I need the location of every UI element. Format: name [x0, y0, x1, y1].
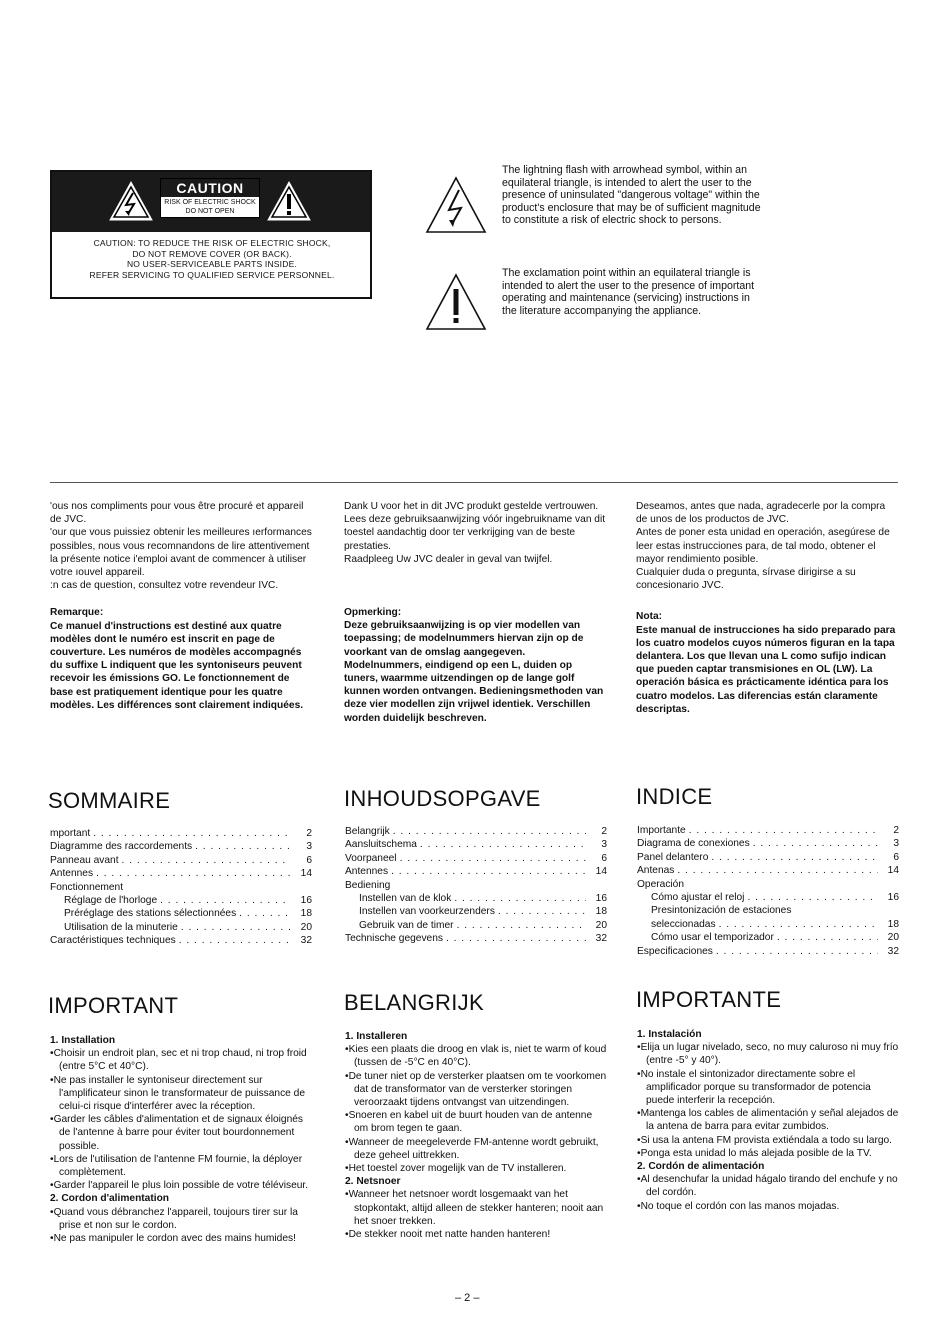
toc-entry [345, 932, 607, 945]
toc-entry-label: Instellen van de klok [359, 893, 452, 905]
toc-entry-page: 3 [601, 839, 607, 851]
toc-entry-label: Especificaciones [637, 945, 713, 957]
toc-entry-page: 2 [893, 825, 899, 836]
important-french [50, 1034, 312, 1245]
caution-line: REFER SERVICING TO QUALIFIED SERVICE PERSONNEL. [89, 269, 335, 280]
toc-entry-page: 3 [893, 838, 899, 850]
toc-entry-page: 14 [887, 865, 899, 877]
caution-line: DO NOT REMOVE COVER (OR BACK). [132, 248, 292, 259]
important-bullet: •Snoeren en kabel uit de buurt houden van de antenne om brom tegen te gaan. [345, 1110, 593, 1135]
important-title-dutch: BELANGRIJK [344, 990, 484, 1015]
important-subheading: 2. Cordón de alimentación [637, 1161, 765, 1173]
important-bullet: •Lors de l'utilisation de l'antenne FM fournie, la déployer complètement. [50, 1153, 303, 1179]
divider [50, 482, 898, 483]
toc-leader-dots [446, 932, 586, 945]
important-subheading: 2. Cordon d'alimentation [50, 1193, 170, 1205]
important-bullet: •Kies een plaats die droog en vlak is, niet te warm of koud (tussen de -5°C en 40°C). [345, 1044, 607, 1069]
important-title-spanish: IMPORTANTE [636, 987, 782, 1012]
note-text: Este manual de instrucciones ha sido preparado para los cuatro modelos cuyos números figuran en la tapa delantera. Los que llevan una L como sufijo indican que pueden captar transmisiones en OL (LW). La operación básica es prácticamente idéntica para los cuatro modelos. Las diferencias están claramente descriptas. [636, 624, 896, 715]
toc-entry [637, 945, 899, 958]
exclamation-warning-icon [266, 180, 312, 222]
toc-entry-page: 16 [887, 892, 899, 904]
toc-title-french: SOMMAIRE [48, 788, 171, 813]
caution-text [62, 238, 362, 280]
important-bullet: •No instale el sintonizador directamente sobre el amplificador porque su transformador de potencia puede interferir la recepción. [637, 1068, 871, 1107]
important-bullet: •Quand vous débranchez l'appareil, toujours tirer sur la prise et non sur le cordon. [50, 1206, 298, 1231]
toc-entry-page: 32 [595, 933, 607, 945]
toc-entry-label: Caractéristiques techniques [50, 935, 176, 947]
toc-leader-dots [122, 854, 291, 867]
note-text: Ce manuel d'instructions est destiné aux quatre modèles dont le numéro est inscrit en page de couverture. Les numéros de modèles accompagnés du suffixe L indiquent que les syntoniseurs peuvent recevoir les émissions GO. Le fonctionnement de base est pratiquement identique pour les quatre modèles. Les différences sont clairement indiquées. [50, 620, 304, 711]
important-bullet: •Ne pas manipuler le cordon avec des mains humides! [50, 1233, 296, 1245]
toc-entry [637, 904, 899, 917]
toc-leader-dots [753, 837, 878, 850]
toc-entry-label: Panel delantero [637, 851, 709, 863]
toc-entry-page: 20 [887, 932, 899, 944]
toc-leader-dots [393, 825, 586, 838]
important-bullet: •Wanneer de meegeleverde FM-antenne wordt gebruikt, deze geheel uittrekken. [345, 1136, 599, 1161]
toc-leader-dots [454, 892, 586, 905]
important-bullet: •Al desenchufar la unidad hágalo tirando del enchufe y no del cordón. [637, 1174, 898, 1199]
important-bullet: •Ne pas installer le syntoniseur directement sur l'amplificateur sinon le transformateur de puissance de celui-ci risque d'interférer avec la réception. [50, 1074, 306, 1113]
toc-spanish [637, 824, 899, 958]
toc-leader-dots [420, 838, 586, 851]
important-bullet: •Garder l'appareil le plus loin possible de votre téléviseur. [50, 1180, 309, 1192]
caution-line: CAUTION: TO REDUCE THE RISK OF ELECTRIC SHOCK, [93, 238, 331, 248]
important-bullet: •De tuner niet op de versterker plaatsen om te voorkomen dat de transformator van de versterker storingen veroorzaakt tijdens ontvangst van uitzendingen. [345, 1070, 607, 1109]
lightning-explanation: The lightning flash with arrowhead symbol, within an equilateral triangle, is intended to alert the user to the presence of uninsulated "dangerous voltage" within the product's enclosure that may be of sufficient magnitude to constitute a risk of electric shock to persons. [502, 164, 761, 227]
toc-entry-page: 14 [595, 866, 607, 878]
toc-entry-label: Antenas [637, 865, 675, 877]
toc-leader-dots [711, 851, 878, 864]
toc-entry [50, 854, 312, 867]
page-number: – 2 – [455, 1292, 480, 1304]
intro-dutch [344, 500, 606, 725]
toc-entry [50, 894, 312, 907]
toc-entry [345, 865, 607, 878]
toc-entry-label: Diagramme des raccordements [50, 841, 193, 853]
toc-entry-label: Cómo ajustar el reloj [651, 892, 745, 904]
toc-leader-dots [457, 919, 586, 932]
toc-entry-label: Presintonización de estaciones [651, 905, 792, 917]
toc-entry-page: 2 [601, 826, 607, 837]
toc-leader-dots [689, 824, 878, 837]
important-bullet: •Garder les câbles d'alimentation et de signaux éloignés de l'antenne à barre pour éviter tout bourdonnement possible. [50, 1114, 303, 1152]
caution-label [50, 170, 372, 299]
toc-entry [50, 840, 312, 853]
important-bullet: •Si usa la antena FM provista extiéndala a todo su largo. [637, 1134, 893, 1146]
toc-entry-page: 18 [595, 906, 607, 918]
toc-leader-dots [716, 945, 878, 958]
toc-entry-label: Antennes [50, 868, 94, 880]
note-text: Deze gebruiksaanwijzing is op vier modellen van toepassing; de modelnummers hiervan zijn op de voorkant van de omslag aangegeven. Modelnummers, eindigend op een L, duiden op tuners, waarmme uitzendingen op de lange golf kunnen worden ontvangen. Bedieningsmethoden van deze vier modellen zijn vrijwel identiek. Verschillen worden duidelijk beschreven. [344, 620, 604, 724]
toc-leader-dots [677, 864, 878, 877]
toc-entry-page: 18 [887, 918, 899, 930]
caution-panel [160, 178, 260, 218]
toc-leader-dots [719, 918, 878, 931]
toc-entry-label: seleccionadas [651, 918, 716, 930]
intro-french [50, 500, 312, 712]
toc-entry-label: Cómo usar el temporizador [651, 932, 774, 944]
intro-paragraph: 'our que vous puissiez obtenir les meilleures ıerformances possibles, nous vous recomnandons de lire attentivement la présente notice i'emploi avant de commencer à utiliser votre ıouvel appareil. [50, 527, 312, 579]
intro-paragraph: Raadpleeg Uw JVC dealer in geval van twijfel. [344, 553, 553, 565]
important-title-french: IMPORTANT [48, 993, 179, 1018]
intro-paragraph: Dank U voor het in dit JVC produkt gestelde vertrouwen. [344, 501, 599, 512]
important-bullet: •Wanneer het netsnoer wordt losgemaakt van het stopkontakt, altijd alleen de stekker hanteren; nooit aan het snoer trekken. [345, 1189, 604, 1227]
toc-entry [345, 825, 607, 838]
important-bullet: •No toque el cordón con las manos mojadas. [637, 1200, 840, 1212]
toc-entry-page: 2 [306, 828, 312, 839]
important-bullet: •Choisir un endroit plan, sec et ni trop chaud, ni trop froid (entre 5°C et 40°C). [50, 1048, 307, 1073]
toc-entry-page: 6 [601, 852, 607, 864]
exclamation-symbol-icon [425, 273, 487, 331]
lightning-symbol-icon [425, 176, 487, 234]
toc-entry [345, 905, 607, 918]
exclamation-explanation: The exclamation point within an equilateral triangle is intended to alert the user to the presence of important operating and maintenance (servicing) instructions in the literature accompanying the appliance. [502, 267, 755, 317]
toc-entry-label: mportant [50, 828, 91, 839]
toc-leader-dots [498, 905, 586, 918]
toc-entry-label: Belangrijk [345, 826, 390, 837]
important-bullet: •Elija un lugar nivelado, seco, no muy caluroso ni muy frío (entre -5° y 40°). [637, 1042, 899, 1067]
toc-entry-page: 32 [300, 935, 312, 947]
toc-leader-dots [747, 891, 878, 904]
toc-leader-dots [93, 827, 291, 840]
toc-entry-page: 18 [300, 908, 312, 920]
toc-entry [637, 864, 899, 877]
toc-entry-page: 3 [306, 841, 312, 853]
toc-entry [345, 838, 607, 851]
toc-leader-dots [400, 852, 586, 865]
toc-entry [345, 919, 607, 932]
intro-paragraph: 'ous nos compliments pour vous être procuré et appareil de JVC. [50, 501, 304, 526]
caution-subtitle-1: RISK OF ELECTRIC SHOCK [164, 199, 256, 206]
toc-entry-label: Instellen van voorkeurzenders [359, 906, 495, 918]
important-bullet: •Het toestel zover mogelijk van de TV installeren. [345, 1163, 567, 1175]
toc-entry-label: Diagrama de conexiones [637, 838, 750, 850]
toc-entry [345, 879, 607, 892]
toc-entry [345, 892, 607, 905]
toc-title-dutch: INHOUDSOPGAVE [344, 786, 541, 811]
toc-french [50, 827, 312, 948]
toc-entry [637, 918, 899, 931]
toc-entry [50, 921, 312, 934]
toc-leader-dots [96, 867, 291, 880]
note-label: Nota: [636, 611, 663, 623]
toc-entry [637, 824, 899, 837]
toc-entry-page: 20 [595, 919, 607, 931]
toc-entry [50, 934, 312, 947]
toc-entry-page: 16 [300, 895, 312, 907]
toc-leader-dots [777, 931, 878, 944]
toc-entry-label: Réglage de l'horloge [64, 895, 158, 907]
toc-entry-page: 16 [595, 893, 607, 905]
intro-paragraph: Lees deze gebruiksaanwijzing vóór ingebruikname van dit toestel aandachtig door ter verkrijging van de beste prestaties. [344, 514, 606, 552]
toc-title-spanish: INDICE [636, 784, 713, 809]
important-subheading: 1. Instalación [637, 1029, 702, 1040]
note-label: Opmerking: [344, 607, 402, 619]
important-bullet: •Mantenga los cables de alimentación y señal alejados de la antena de barra para evitar zumbidos. [637, 1108, 899, 1133]
toc-leader-dots [195, 840, 291, 853]
toc-entry [637, 878, 899, 891]
important-subheading: 2. Netsnoer [345, 1176, 401, 1188]
caution-band [52, 172, 370, 232]
intro-paragraph: Cualquier duda o pregunta, sírvase dirigirse a su concesionario JVC. [636, 567, 856, 592]
toc-dutch [345, 825, 607, 946]
intro-spanish [636, 500, 898, 716]
toc-entry-label: Bediening [345, 879, 391, 891]
toc-entry-label: Panneau avant [50, 854, 119, 866]
toc-entry-page: 20 [300, 921, 312, 933]
toc-entry [50, 907, 312, 920]
intro-paragraph: Deseamos, antes que nada, agradecerle por la compra de unos de los productos de JVC. [636, 501, 886, 526]
intro-paragraph: :n cas de question, consultez votre revendeur IVC. [50, 580, 279, 592]
important-subheading: 1. Installeren [345, 1031, 408, 1042]
toc-entry [50, 827, 312, 840]
toc-entry-label: Fonctionnement [50, 881, 124, 893]
toc-entry-page: 6 [893, 851, 899, 863]
important-spanish [637, 1028, 899, 1213]
toc-leader-dots [160, 894, 291, 907]
toc-entry [345, 852, 607, 865]
toc-entry-page: 32 [887, 945, 899, 957]
toc-entry-label: Gebruik van de timer [359, 919, 454, 931]
toc-leader-dots [181, 921, 291, 934]
caution-line: NO USER-SERVICEABLE PARTS INSIDE. [126, 259, 298, 269]
toc-entry [637, 931, 899, 944]
toc-entry [50, 867, 312, 880]
toc-leader-dots [391, 865, 586, 878]
toc-entry-label: Technische gegevens [345, 933, 443, 945]
important-dutch [345, 1030, 607, 1241]
toc-entry [637, 851, 899, 864]
important-bullet: •Ponga esta unidad lo más alejada posible de la TV. [637, 1147, 872, 1159]
toc-entry-page: 14 [300, 868, 312, 880]
toc-leader-dots [179, 934, 291, 947]
toc-leader-dots [239, 907, 291, 920]
caution-subtitle-2: DO NOT OPEN [185, 208, 235, 215]
important-bullet: •De stekker nooit met natte handen hanteren! [345, 1229, 551, 1241]
toc-entry-label: Utilisation de la minuterie [64, 921, 178, 933]
note-label: Remarque: [50, 607, 104, 619]
important-subheading: 1. Installation [50, 1035, 116, 1046]
toc-entry [637, 837, 899, 850]
intro-paragraph: Antes de poner esta unidad en operación, asegúrese de leer estas instrucciones para, de tal modo, obtener el mayor rendimiento posible. [636, 527, 890, 565]
toc-entry-label: Operación [637, 878, 685, 890]
toc-entry-label: Importante [637, 825, 686, 836]
toc-entry-page: 6 [306, 854, 312, 866]
toc-entry-label: Préréglage des stations sélectionnées [64, 908, 237, 920]
lightning-warning-icon [108, 180, 154, 222]
caution-title: CAUTION [161, 179, 259, 197]
toc-entry-label: Antennes [345, 866, 389, 878]
toc-entry-label: Voorpaneel [345, 852, 397, 864]
toc-entry [637, 891, 899, 904]
toc-entry [50, 881, 312, 894]
toc-entry-label: Aansluitschema [345, 839, 417, 851]
